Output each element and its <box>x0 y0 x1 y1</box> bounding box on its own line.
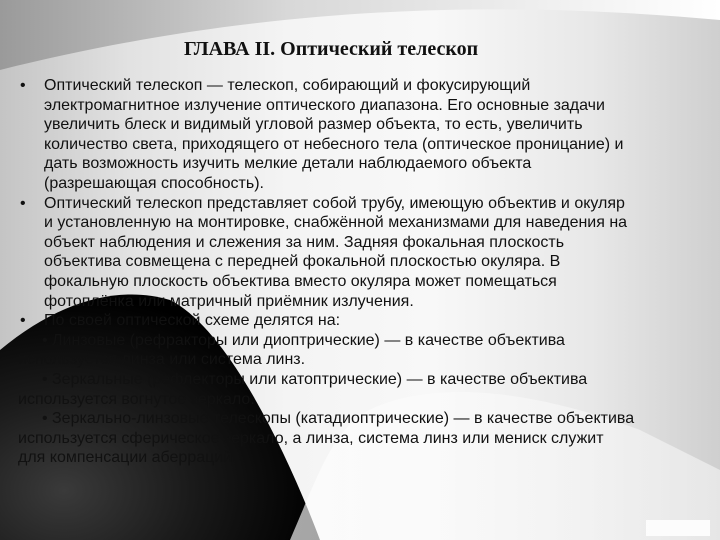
text-line: По своей оптической схеме делятся на: <box>44 312 341 330</box>
sub-item-line <box>18 370 714 390</box>
bullet-mark: • <box>20 77 26 94</box>
bullet-mark: • <box>20 312 26 330</box>
text-line: Оптический телескоп — телескоп, собирающий и фокусирующий <box>44 77 531 94</box>
text-line: и установленную на монтировке, снабжённой механизмами для наведения на <box>44 214 628 232</box>
text-line: (разрешающая способность). <box>44 174 264 192</box>
sub-item-text: используется сферическое зеркало, а линза, система линз или мениск служит <box>18 429 604 447</box>
text-line: фокальную плоскость объектива вместо окуляра может помещаться <box>44 272 557 290</box>
sub-bullet-mark: • <box>42 331 48 349</box>
text-line: количество света, приходящего от небесного тела (оптическое проницание) и <box>44 135 624 153</box>
text-line: Оптический телескоп представляет собой трубу, имеющую объектив и окуляр <box>44 194 625 212</box>
text-line: электромагнитное излучение оптического диапазона. Его основные задачи <box>44 96 605 114</box>
bullet-paragraph-3 <box>18 311 714 331</box>
text-line: дать возможность изучить мелкие детали наблюдаемого объекта <box>44 155 532 173</box>
sub-item-text: Зеркально-линзовые телескопы (катадиоптрические) — в качестве объектива <box>52 410 635 428</box>
text-line: объектива совмещена с передней фокальной плоскостью окуляра. В <box>44 253 561 271</box>
sub-bullet-mark: • <box>42 370 48 388</box>
sub-item-text: Линзовые (рефракторы или диоптрические) — в качестве объектива <box>52 331 565 349</box>
text-line: увеличить блеск и видимый угловой размер объекта, то есть, увеличить <box>44 116 583 134</box>
sub-item-mirror <box>18 370 714 409</box>
text-line: объект наблюдения и слежения за ним. Задняя фокальная плоскость <box>44 233 565 251</box>
sub-item-line <box>18 409 714 429</box>
sub-item-text: используется линза или система линз. <box>18 351 306 369</box>
bullet-mark: • <box>20 194 26 212</box>
sub-item-lens <box>18 331 714 370</box>
bullet-paragraph-2 <box>18 194 714 312</box>
slide-title: ГЛАВА II. Оптический телескоп <box>184 38 479 60</box>
slide-body <box>18 76 714 468</box>
sub-item-text: для компенсации аберраций. <box>18 449 237 467</box>
sub-item-text: Зеркальные (рефлекторы или катоптрические) — в качестве объектива <box>52 370 588 388</box>
sub-item-catadioptric <box>18 409 714 468</box>
sub-bullet-mark: • <box>42 410 48 428</box>
sub-item-text: используется вогнутое зеркало. <box>18 390 255 408</box>
corner-box <box>646 520 710 536</box>
bullet-paragraph-1 <box>18 76 714 194</box>
text-line: фотоплёнка или матричный приёмник излучения. <box>44 292 414 310</box>
sub-item-line <box>18 331 714 351</box>
